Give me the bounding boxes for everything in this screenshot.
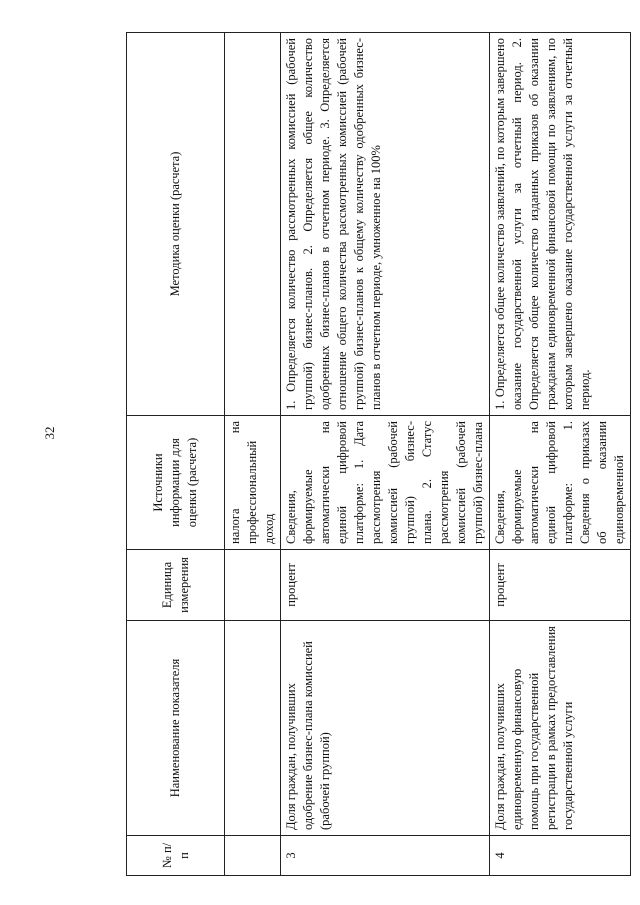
cell-unit: процент xyxy=(490,550,631,621)
page-number: 32 xyxy=(42,426,57,440)
cell-num xyxy=(225,836,281,876)
cell-source: Сведения, формируемые автоматически на единой цифровой платформе: 1. Сведения о приказах об оказании единовременной xyxy=(490,416,631,550)
indicators-table xyxy=(126,32,631,876)
cell-method xyxy=(225,33,281,416)
table-row xyxy=(225,33,281,876)
cell-name: Доля граждан, получивших единовременную финансовую помощь при государственной регистрации в рамках предоставления государственной услуги xyxy=(490,621,631,836)
table-row xyxy=(490,33,631,876)
cell-unit: процент xyxy=(281,550,490,621)
cell-source: Сведения, формируемые автоматически на единой цифровой платформе: 1. Дата рассмотрения комиссией (рабочей группой) бизнес-плана. 2. Статус рассмотрения комиссией (рабочей группой) бизнес-плана xyxy=(281,416,490,550)
cell-num: 4 xyxy=(490,836,631,876)
table-row xyxy=(281,33,490,876)
rotated-table-container xyxy=(126,33,626,876)
cell-unit xyxy=(225,550,281,621)
cell-name xyxy=(225,621,281,836)
header-name: Наименование показателя xyxy=(127,621,225,836)
cell-source: налога на профессиональный доход xyxy=(225,416,281,550)
cell-num: 3 xyxy=(281,836,490,876)
cell-method: 1. Определяется общее количество заявлений, по которым завершено оказание государственной услуги за отчетный период. 2. Определяется общее количество изданных приказов об оказании гражданам единовременной финансовой помощи по заявлениям, по которым завершено оказание государственной услуги за отчетный период. xyxy=(490,33,631,416)
header-num: № п/п xyxy=(127,836,225,876)
header-method: Методика оценки (расчета) xyxy=(127,33,225,416)
header-row xyxy=(127,33,225,876)
cell-method: 1. Определяется количество рассмотренных комиссией (рабочей группой) бизнес-планов. 2. Определяется общее количество одобренных бизнес-планов в отчетном периоде. 3. Определяется отношение общего количества рассмотренных комиссией (рабочей группой) бизнес-планов к общему количеству одобренных бизнес-планов в отчетном периоде, умноженное на 100% xyxy=(281,33,490,416)
cell-name: Доля граждан, получивших одобрение бизнес-плана комиссией (рабочей группой) xyxy=(281,621,490,836)
header-source: Источники информации для оценки (расчета) xyxy=(127,416,225,550)
header-unit: Единица измерения xyxy=(127,550,225,621)
